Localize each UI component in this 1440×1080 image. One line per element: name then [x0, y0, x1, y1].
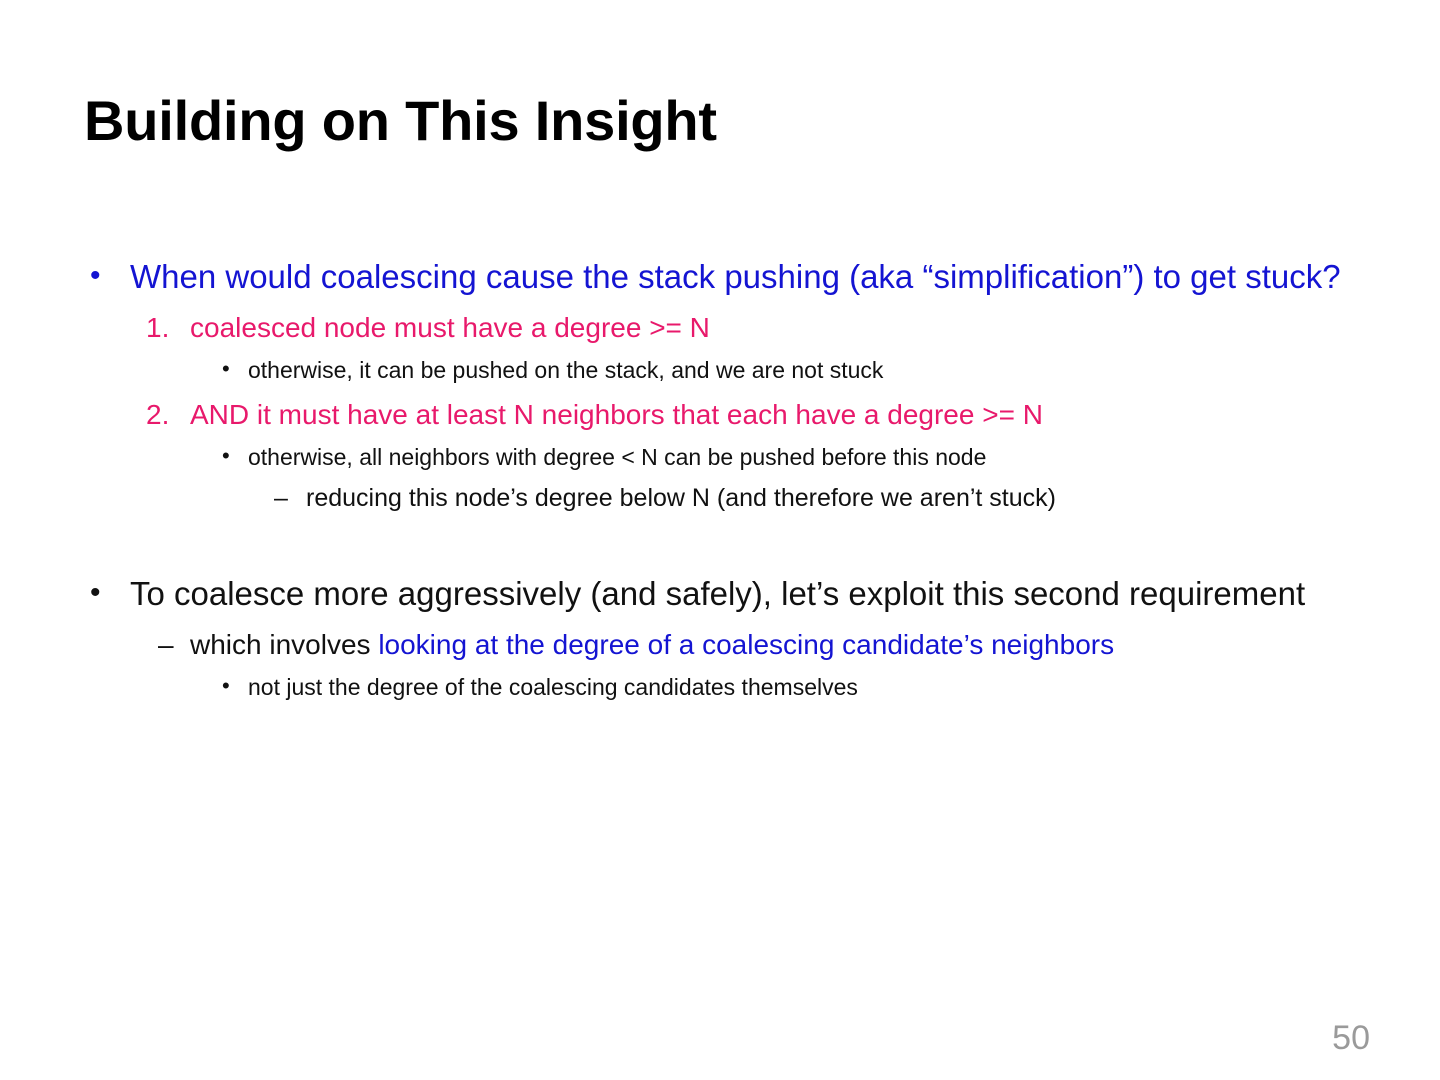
sub-bullet-which-involves-text: which involves — [190, 629, 379, 661]
numbered-item-2-number: 2. — [146, 399, 170, 431]
dash-icon: – — [274, 484, 288, 513]
bullet-level1-statement — [84, 575, 1374, 614]
sub-bullet-2a-text: otherwise, all neighbors with degree < N can be pushed before this node — [248, 443, 987, 470]
numbered-item-2-text: AND it must have at least N neighbors that each have a degree >= N — [190, 399, 1043, 431]
bullet-dot-icon: • — [222, 355, 230, 381]
numbered-item-2 — [84, 398, 1374, 432]
slide-body — [84, 258, 1374, 705]
page-title: Building on This Insight — [84, 89, 717, 152]
sub-bullet-1a-text: otherwise, it can be pushed on the stack, and we are not stuck — [248, 356, 884, 383]
bullet-level1-statement-text: To coalesce more aggressively (and safely), let’s exploit this second requirement — [130, 575, 1306, 613]
spacer — [84, 513, 1374, 575]
bullet-dot-icon: • — [222, 672, 230, 698]
sub-bullet-2a-detail-text: reducing this node’s degree below N (and therefore we aren’t stuck) — [306, 484, 1056, 513]
sub-bullet-not-just — [84, 674, 1374, 702]
sub-bullet-not-just-text: not just the degree of the coalescing candidates themselves — [248, 673, 858, 700]
sub-bullet-2a — [84, 444, 1374, 472]
dash-icon: – — [158, 629, 174, 661]
bullet-level1-question — [84, 258, 1374, 297]
numbered-item-1-number: 1. — [146, 311, 170, 343]
sub-bullet-1a — [84, 357, 1374, 385]
bullet-level1-question-text: When would coalescing cause the stack pushing (aka “simplification”) to get stuck? — [130, 258, 1341, 295]
bullet-dot-icon: • — [90, 259, 101, 292]
bullet-dot-icon: • — [90, 576, 101, 610]
page-number: 50 — [1332, 1019, 1370, 1057]
numbered-item-1 — [84, 311, 1374, 345]
sub-bullet-2a-detail — [84, 483, 1374, 513]
sub-bullet-which-involves-highlight: looking at the degree of a coalescing candidate’s neighbors — [378, 629, 1115, 661]
bullet-dot-icon: • — [222, 442, 230, 468]
sub-bullet-which-involves — [84, 628, 1374, 662]
numbered-item-1-text: coalesced node must have a degree >= N — [190, 311, 710, 343]
